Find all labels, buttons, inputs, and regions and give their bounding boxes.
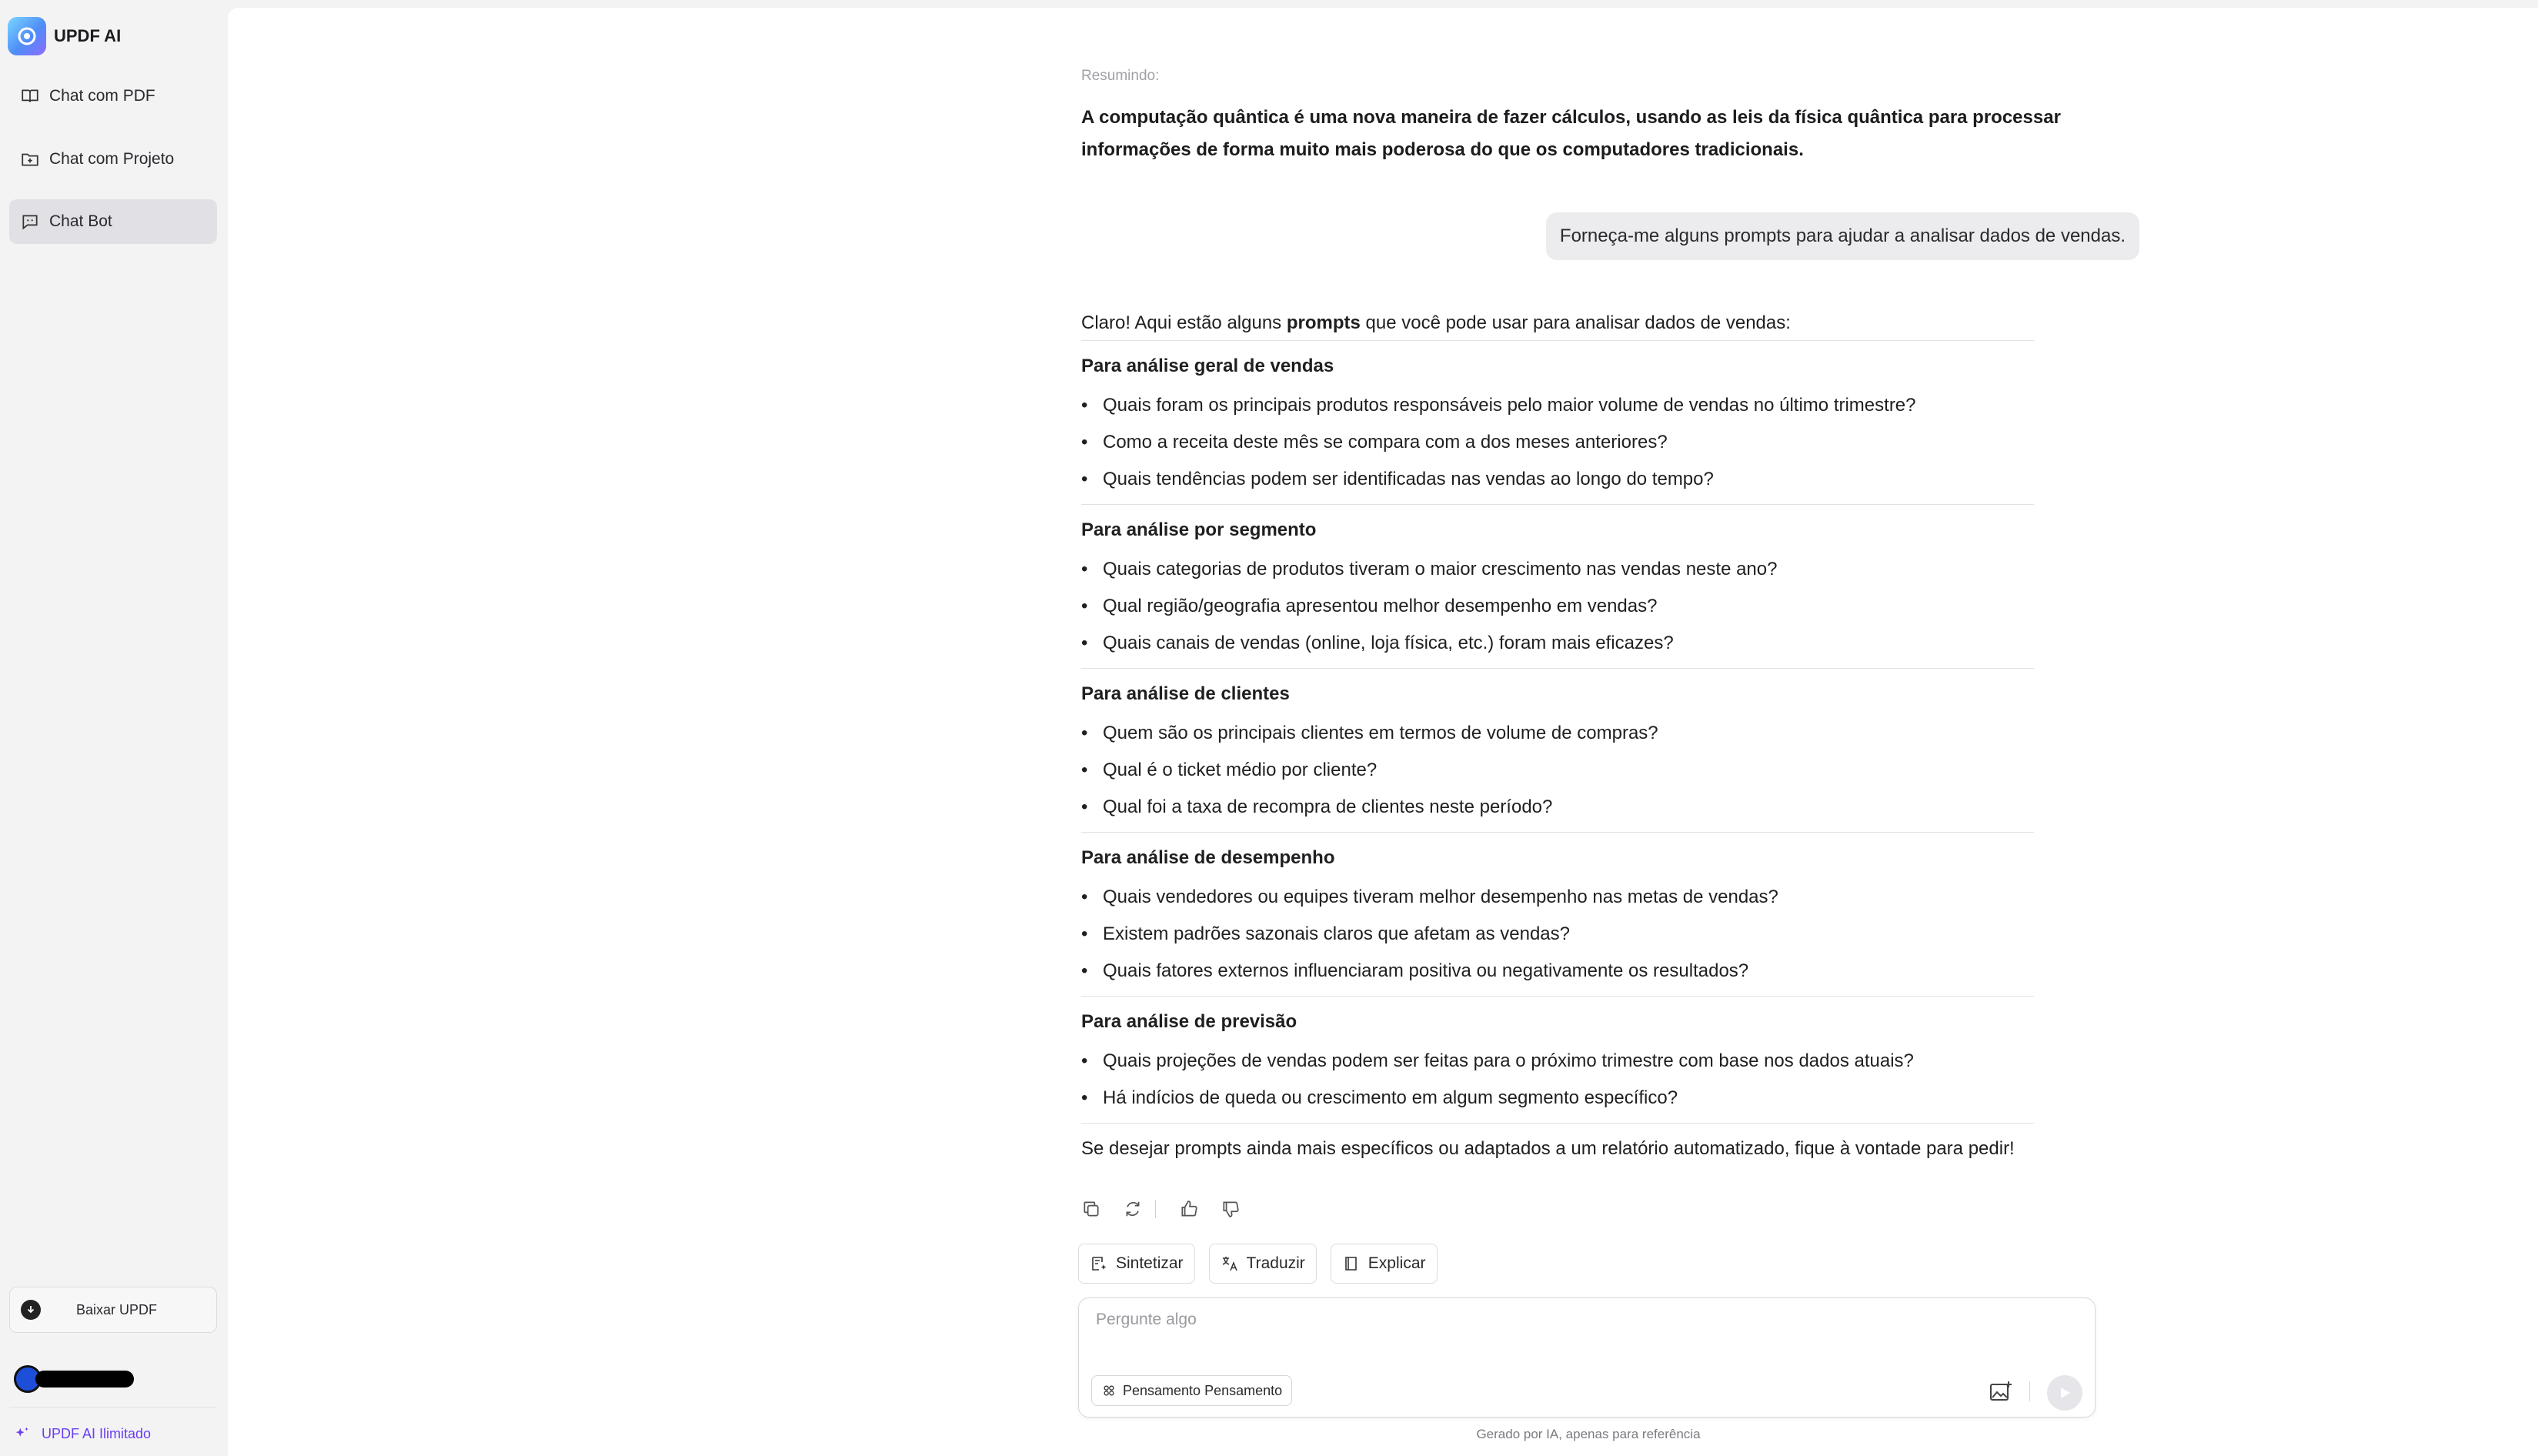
list-item [1081, 588, 2034, 625]
sparkle-icon [14, 1425, 31, 1442]
regenerate-icon[interactable] [1123, 1199, 1143, 1219]
list-item-text: Quais foram os principais produtos responsáveis pelo maior volume de vendas no último trimestre? [1103, 395, 1916, 416]
explain-book-icon [1342, 1254, 1361, 1273]
answer-section [1081, 340, 2034, 504]
list-item [1081, 752, 2034, 789]
folder-icon [20, 149, 40, 169]
section-heading: Para análise por segmento [1081, 519, 1317, 540]
user-account[interactable] [14, 1365, 134, 1393]
list-item-text: Qual foi a taxa de recompra de clientes neste período? [1103, 796, 1553, 817]
list-item [1081, 715, 2034, 752]
download-updf-button[interactable] [9, 1287, 217, 1333]
brand [8, 17, 121, 55]
sidebar-divider [9, 1407, 217, 1408]
assistant-answer [1081, 306, 2034, 1165]
sidebar-item-label: Chat com Projeto [49, 150, 175, 168]
list-item [1081, 1043, 2034, 1080]
thinking-label: Pensamento Pensamento [1123, 1382, 1283, 1398]
summarize-button[interactable] [1078, 1244, 1195, 1284]
upgrade-link[interactable] [14, 1425, 151, 1442]
answer-section [1081, 668, 2034, 832]
download-label: Baixar UPDF [76, 1301, 158, 1317]
list-item [1081, 916, 2034, 953]
composer [1078, 1297, 2096, 1418]
list-item-text: Existem padrões sazonais claros que afetam as vendas? [1103, 923, 1570, 944]
composer-divider [2029, 1381, 2030, 1401]
translate-icon [1221, 1254, 1239, 1273]
thinking-icon [1101, 1383, 1117, 1398]
intro-text: Claro! Aqui estão alguns [1081, 312, 1287, 333]
sidebar-item-chat-pdf[interactable] [9, 74, 217, 119]
chat-panel [228, 8, 2538, 1456]
list-item [1081, 551, 2034, 588]
ai-disclaimer: Gerado por IA, apenas para referência [1476, 1427, 1701, 1441]
sidebar-item-label: Chat Bot [49, 212, 112, 230]
user-message-bubble: Forneça-me alguns prompts para ajudar a analisar dados de vendas. [1546, 212, 2139, 260]
chat-input[interactable] [1096, 1311, 2065, 1349]
message-actions [1081, 1199, 1262, 1219]
answer-section [1081, 996, 2034, 1123]
intro-bold: prompts [1286, 312, 1361, 333]
list-item-text: Quais categorias de produtos tiveram o maior crescimento nas vendas neste ano? [1103, 559, 1778, 579]
sidebar-item-chat-bot[interactable] [9, 199, 217, 244]
list-item-text: Há indícios de queda ou crescimento em algum segmento específico? [1103, 1087, 1678, 1108]
list-item [1081, 387, 2034, 424]
explain-label: Explicar [1368, 1254, 1426, 1272]
answer-intro [1081, 306, 2034, 340]
sidebar [0, 0, 228, 1456]
list-item-text: Quais fatores externos influenciaram positiva ou negativamente os resultados? [1103, 960, 1749, 981]
section-heading: Para análise de clientes [1081, 683, 1290, 704]
list-item-text: Qual é o ticket médio por cliente? [1103, 760, 1378, 780]
list-item-text: Quais projeções de vendas podem ser feitas para o próximo trimestre com base nos dados atuais? [1103, 1050, 1914, 1071]
list-item [1081, 461, 2034, 498]
answer-section [1081, 832, 2034, 996]
updf-ai-logo-icon [8, 17, 46, 55]
send-icon [2058, 1386, 2072, 1400]
quick-actions [1078, 1244, 1451, 1284]
sidebar-item-chat-projeto[interactable] [9, 137, 217, 182]
list-item [1081, 625, 2034, 662]
sidebar-item-label: Chat com PDF [49, 87, 155, 105]
summarize-label: Sintetizar [1116, 1254, 1184, 1272]
answer-section [1081, 504, 2034, 668]
list-item [1081, 424, 2034, 461]
copy-icon[interactable] [1081, 1199, 1101, 1219]
image-upload-icon[interactable] [1989, 1380, 2013, 1403]
list-item [1081, 1080, 2034, 1117]
book-icon [20, 86, 40, 106]
intro-text-end: que você pode usar para analisar dados de vendas: [1360, 312, 1791, 333]
answer-outro: Se desejar prompts ainda mais específicos ou adaptados a um relatório automatizado, fique à vontade para pedir! [1081, 1123, 2034, 1165]
list-item-text: Qual região/geografia apresentou melhor desempenho em vendas? [1103, 596, 1658, 616]
upgrade-label: UPDF AI Ilimitado [42, 1425, 152, 1441]
username-redacted [35, 1371, 134, 1388]
section-heading: Para análise geral de vendas [1081, 356, 1334, 376]
send-button[interactable] [2047, 1375, 2082, 1411]
list-item-text: Como a receita deste mês se compara com a dos meses anteriores? [1103, 432, 1668, 452]
list-item [1081, 879, 2034, 916]
chat-bot-icon [20, 212, 40, 232]
actions-divider [1155, 1200, 1156, 1218]
translate-button[interactable] [1209, 1244, 1317, 1284]
explain-button[interactable] [1331, 1244, 1438, 1284]
thinking-toggle-button[interactable] [1091, 1375, 1292, 1406]
summarize-icon [1090, 1254, 1108, 1273]
list-item-text: Quais vendedores ou equipes tiveram melhor desempenho nas metas de vendas? [1103, 887, 1778, 907]
translate-label: Traduzir [1246, 1254, 1305, 1272]
list-item-text: Quais tendências podem ser identificadas nas vendas ao longo do tempo? [1103, 469, 1714, 489]
list-item-text: Quem são os principais clientes em termos de volume de compras? [1103, 723, 1658, 743]
section-heading: Para análise de previsão [1081, 1011, 1297, 1032]
app-title: UPDF AI [54, 26, 122, 45]
list-item-text: Quais canais de vendas (online, loja física, etc.) foram mais eficazes? [1103, 633, 1674, 653]
section-heading: Para análise de desempenho [1081, 847, 1335, 868]
thumbs-down-icon[interactable] [1221, 1199, 1241, 1219]
previous-answer-cut-text: Resumindo: [1081, 68, 1160, 80]
download-icon [21, 1300, 41, 1320]
list-item [1081, 953, 2034, 990]
list-item [1081, 789, 2034, 826]
previous-answer-summary: A computação quântica é uma nova maneira de fazer cálculos, usando as leis da física quântica para processar informações de forma muito mais poderosa do que os computadores tradicionais. [1081, 107, 2061, 160]
thumbs-up-icon[interactable] [1179, 1199, 1199, 1219]
